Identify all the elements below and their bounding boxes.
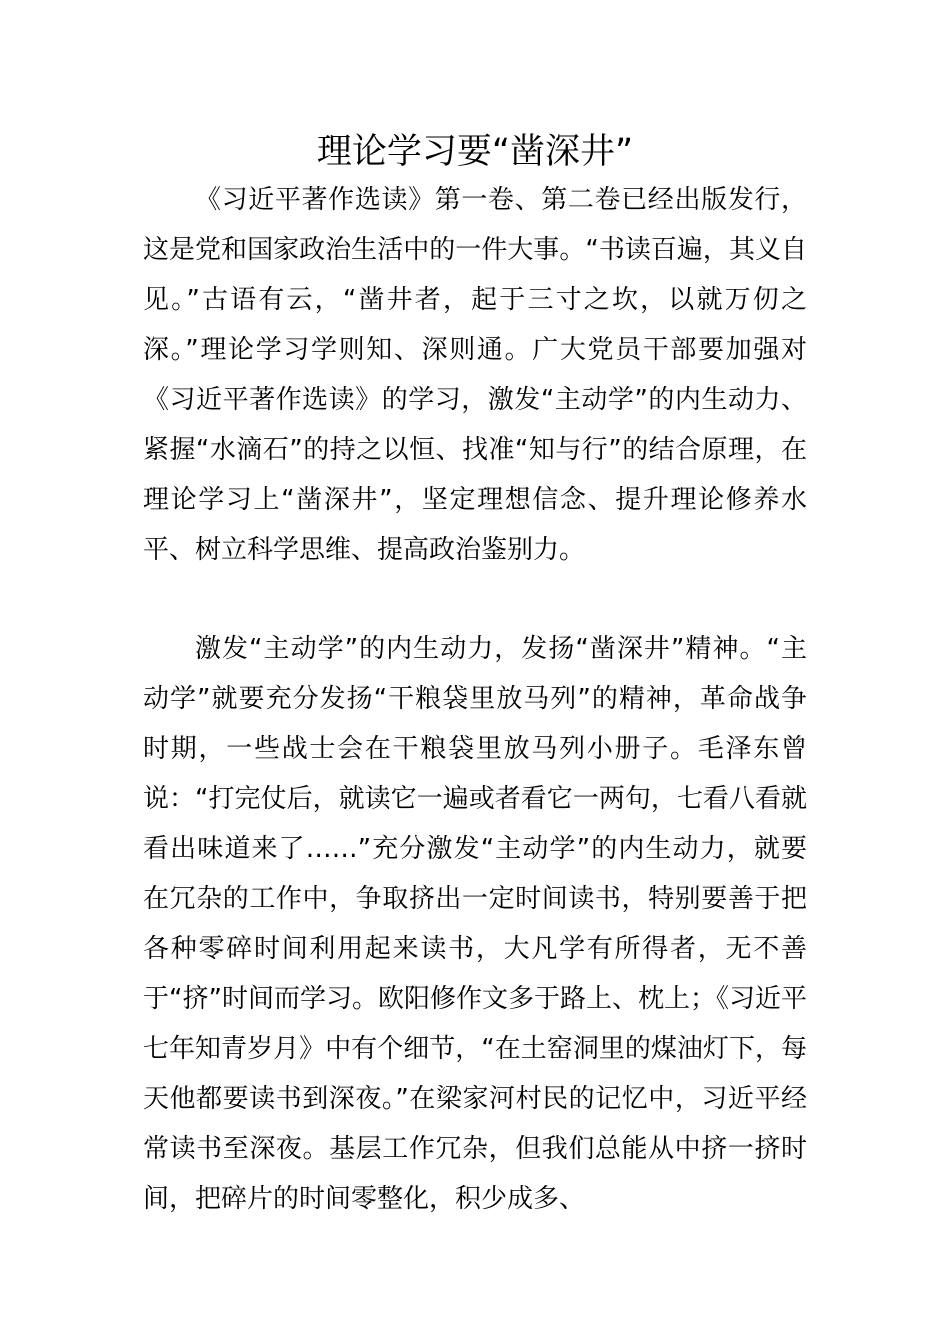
paragraph-motivation: 激发“主动学”的内生动力，发扬“凿深井”精神。“主动学”就要充分发扬“干粮袋里放马列”的精神，革命战争时期，一些战士会在干粮袋里放马列小册子。毛泽东曾说：“打完仗后，就读它一遍或者看它一两句，七看八看就看出味道来了……”充分激发“主动学”的内生动力，就要在冗杂的工作中，争取挤出一定时间读书，特别要善于把各种零碎时间利用起来读书，大凡学有所得者，无不善于“挤”时间而学习。欧阳修作文多于路上、枕上；《习近平七年知青岁月》中有个细节，“在土窑洞里的煤油灯下，每天他都要读书到深夜。”在梁家河村民的记忆中，习近平经常读书至深夜。基层工作冗杂，但我们总能从中挤一挤时间，把碎片的时间零整化，积少成多、 xyxy=(143,634,807,1214)
document-title: 理论学习要“凿深井” xyxy=(316,132,634,172)
paragraph-intro: 《习近平著作选读》第一卷、第二卷已经出版发行，这是党和国家政治生活中的一件大事。“书读百遍，其义自见。”古语有云，“凿井者，起于三寸之坎，以就万仞之深。”理论学习学则知、深则通。广大党员干部要加强对《习近平著作选读》的学习，激发“主动学”的内生动力、紧握“水滴石”的持之以恒、找准“知与行”的结合原理，在理论学习上“凿深井”，坚定理想信念、提升理论修养水平、树立科学思维、提高政治鉴别力。 xyxy=(143,185,807,565)
